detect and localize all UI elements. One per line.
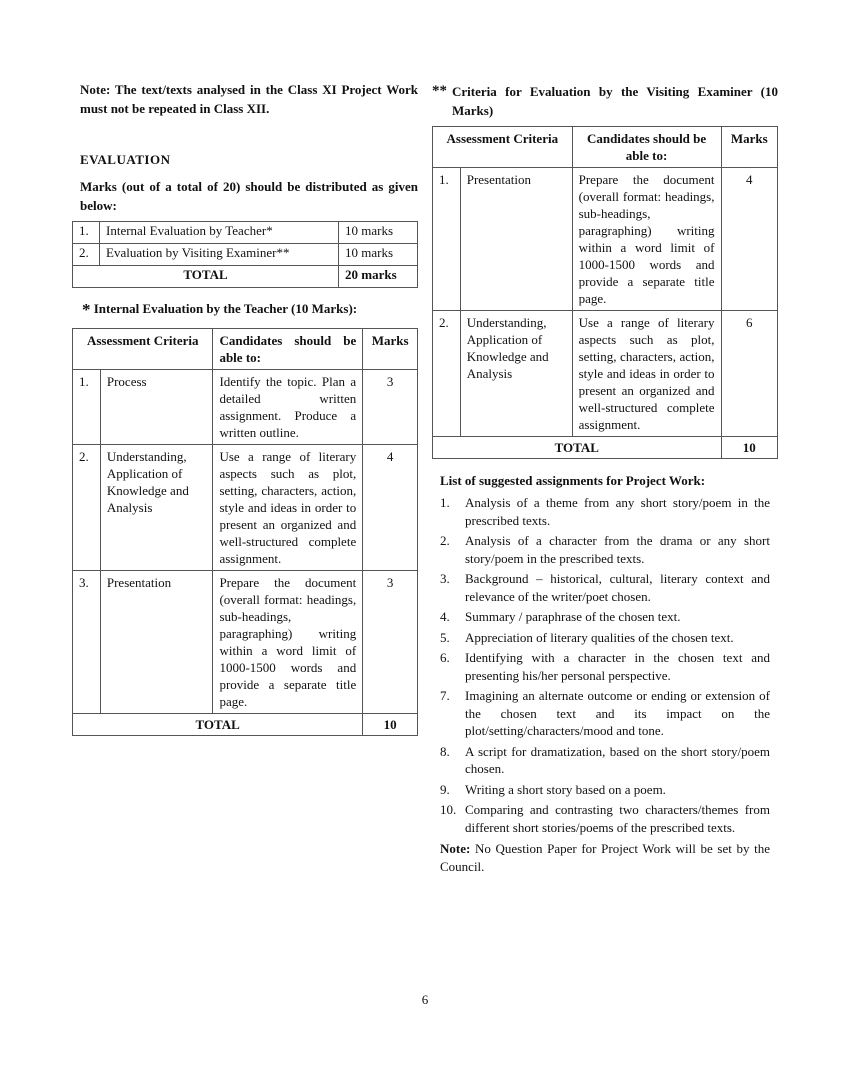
list-item-text: Comparing and contrasting two characters/themes from different short stories/poems of the prescribed texts. xyxy=(465,802,770,835)
row-aspect: Presentation xyxy=(460,168,572,311)
list-item-number: 2. xyxy=(440,533,450,548)
list-item-text: Identifying with a character in the chosen text and presenting his/her personal perspective. xyxy=(465,650,770,683)
table-total-row xyxy=(73,266,418,288)
visiting-examiner-heading-text: Criteria for Evaluation by the Visiting Examiner (10 Marks) xyxy=(452,84,778,118)
row-aspect: Presentation xyxy=(100,571,213,714)
total-label: TOTAL xyxy=(73,266,339,288)
list-item xyxy=(440,781,770,799)
assignments-list xyxy=(440,494,770,836)
list-item-number: 7. xyxy=(440,688,450,703)
visiting-examiner-heading xyxy=(432,82,778,120)
row-marks: 6 xyxy=(721,311,778,437)
row-description: Prepare the document (overall format: headings, sub-headings, paragraphing) writing within a word limit of 1000-1500 words and provide a separate title page. xyxy=(213,571,363,714)
table-row xyxy=(433,168,778,311)
row-label: Evaluation by Visiting Examiner** xyxy=(100,244,339,266)
list-item-text: Analysis of a theme from any short story/poem in the prescribed texts. xyxy=(465,495,770,528)
total-label: TOTAL xyxy=(73,714,363,736)
double-asterisk-marker: ** xyxy=(432,83,447,99)
list-item-number: 4. xyxy=(440,609,450,624)
internal-evaluation-heading xyxy=(82,300,418,320)
row-marks: 10 marks xyxy=(339,244,418,266)
header-marks: Marks xyxy=(363,329,418,370)
header-marks: Marks xyxy=(721,127,778,168)
total-label: TOTAL xyxy=(433,437,722,459)
list-item-text: Writing a short story based on a poem. xyxy=(465,781,666,797)
total-marks: 10 xyxy=(721,437,778,459)
row-marks: 3 xyxy=(363,571,418,714)
table-row xyxy=(73,370,418,445)
table-row xyxy=(73,445,418,571)
header-assessment-criteria: Assessment Criteria xyxy=(433,127,573,168)
table-row xyxy=(73,571,418,714)
header-assessment-criteria: Assessment Criteria xyxy=(73,329,213,370)
row-aspect: Understanding, Application of Knowledge and Analysis xyxy=(460,311,572,437)
row-description: Use a range of literary aspects such as plot, setting, characters, action, style and ideas in order to present an organized and well-structured complete assignment. xyxy=(572,311,721,437)
final-note xyxy=(440,840,770,876)
row-aspect: Process xyxy=(100,370,213,445)
visiting-examiner-table xyxy=(432,126,778,459)
table-row xyxy=(73,244,418,266)
row-aspect: Understanding, Application of Knowledge and Analysis xyxy=(100,445,213,571)
row-number: 1. xyxy=(433,168,461,311)
table-row xyxy=(73,222,418,244)
list-item-number: 9. xyxy=(440,781,450,797)
row-number: 2. xyxy=(433,311,461,437)
list-item-number: 10. xyxy=(440,802,457,817)
list-item-number: 3. xyxy=(440,571,450,586)
list-item xyxy=(440,570,770,605)
class-xii-note: Note: The text/texts analysed in the Class XI Project Work must not be repeated in Class XII. xyxy=(80,82,418,116)
page-number: 6 xyxy=(421,992,429,1007)
left-column xyxy=(80,80,418,736)
list-item-text: Summary / paraphrase of the chosen text. xyxy=(465,609,681,624)
final-note-text: No Question Paper for Project Work will be set by the Council. xyxy=(440,841,770,874)
final-note-label: Note: xyxy=(440,841,471,856)
evaluation-heading: EVALUATION xyxy=(80,152,171,167)
list-item xyxy=(440,608,770,626)
row-number: 1. xyxy=(73,222,100,244)
internal-evaluation-heading-text: Internal Evaluation by the Teacher (10 Marks): xyxy=(93,301,358,316)
list-item xyxy=(440,629,770,647)
list-item-text: Background – historical, cultural, literary context and relevance of the writer/poet chosen. xyxy=(465,571,770,604)
list-item-text: A script for dramatization, based on the short story/poem chosen. xyxy=(465,743,770,776)
list-item xyxy=(440,801,770,836)
list-item-number: 8. xyxy=(440,743,450,759)
table-header-row xyxy=(433,127,778,168)
right-column xyxy=(432,82,778,876)
list-item-text: Analysis of a character from the drama or any short story/poem in the prescribed texts. xyxy=(465,533,770,566)
row-number: 2. xyxy=(73,244,100,266)
marks-distribution-table xyxy=(72,221,418,288)
row-label: Internal Evaluation by Teacher* xyxy=(100,222,339,244)
row-marks: 10 marks xyxy=(339,222,418,244)
list-item xyxy=(440,494,770,529)
list-item-number: 5. xyxy=(440,629,450,645)
total-marks: 10 xyxy=(363,714,418,736)
table-total-row xyxy=(433,437,778,459)
table-total-row xyxy=(73,714,418,736)
table-row xyxy=(433,311,778,437)
row-marks: 4 xyxy=(721,168,778,311)
marks-intro: Marks (out of a total of 20) should be distributed as given below: xyxy=(80,179,418,213)
row-number: 3. xyxy=(73,571,101,714)
row-description: Identify the topic. Plan a detailed written assignment. Produce a written outline. xyxy=(213,370,363,445)
table-header-row xyxy=(73,329,418,370)
asterisk-marker: * xyxy=(82,300,91,319)
row-marks: 4 xyxy=(363,445,418,571)
row-description: Prepare the document (overall format: headings, sub-headings, paragraphing) writing within a word limit of 1000-1500 words and provide a separate title page. xyxy=(572,168,721,311)
list-item xyxy=(440,532,770,567)
row-description: Use a range of literary aspects such as plot, setting, characters, action, style and ideas in order to present an organized and well-structured complete assignment. xyxy=(213,445,363,571)
internal-evaluation-table xyxy=(72,328,418,736)
list-item-number: 6. xyxy=(440,650,450,665)
row-number: 1. xyxy=(73,370,101,445)
list-item xyxy=(440,649,770,684)
header-candidates: Candidates should be able to: xyxy=(572,127,721,168)
list-item-number: 1. xyxy=(440,495,450,510)
assignments-list-title: List of suggested assignments for Project Work: xyxy=(440,473,706,488)
row-marks: 3 xyxy=(363,370,418,445)
total-marks: 20 marks xyxy=(339,266,418,288)
header-candidates: Candidates should be able to: xyxy=(213,329,363,370)
list-item-text: Imagining an alternate outcome or ending or extension of the chosen text and its impact on the plot/setting/characters/mood and tone. xyxy=(465,688,770,738)
list-item xyxy=(440,743,770,778)
row-number: 2. xyxy=(73,445,101,571)
list-item-text: Appreciation of literary qualities of the chosen text. xyxy=(465,629,734,645)
list-item xyxy=(440,687,770,740)
